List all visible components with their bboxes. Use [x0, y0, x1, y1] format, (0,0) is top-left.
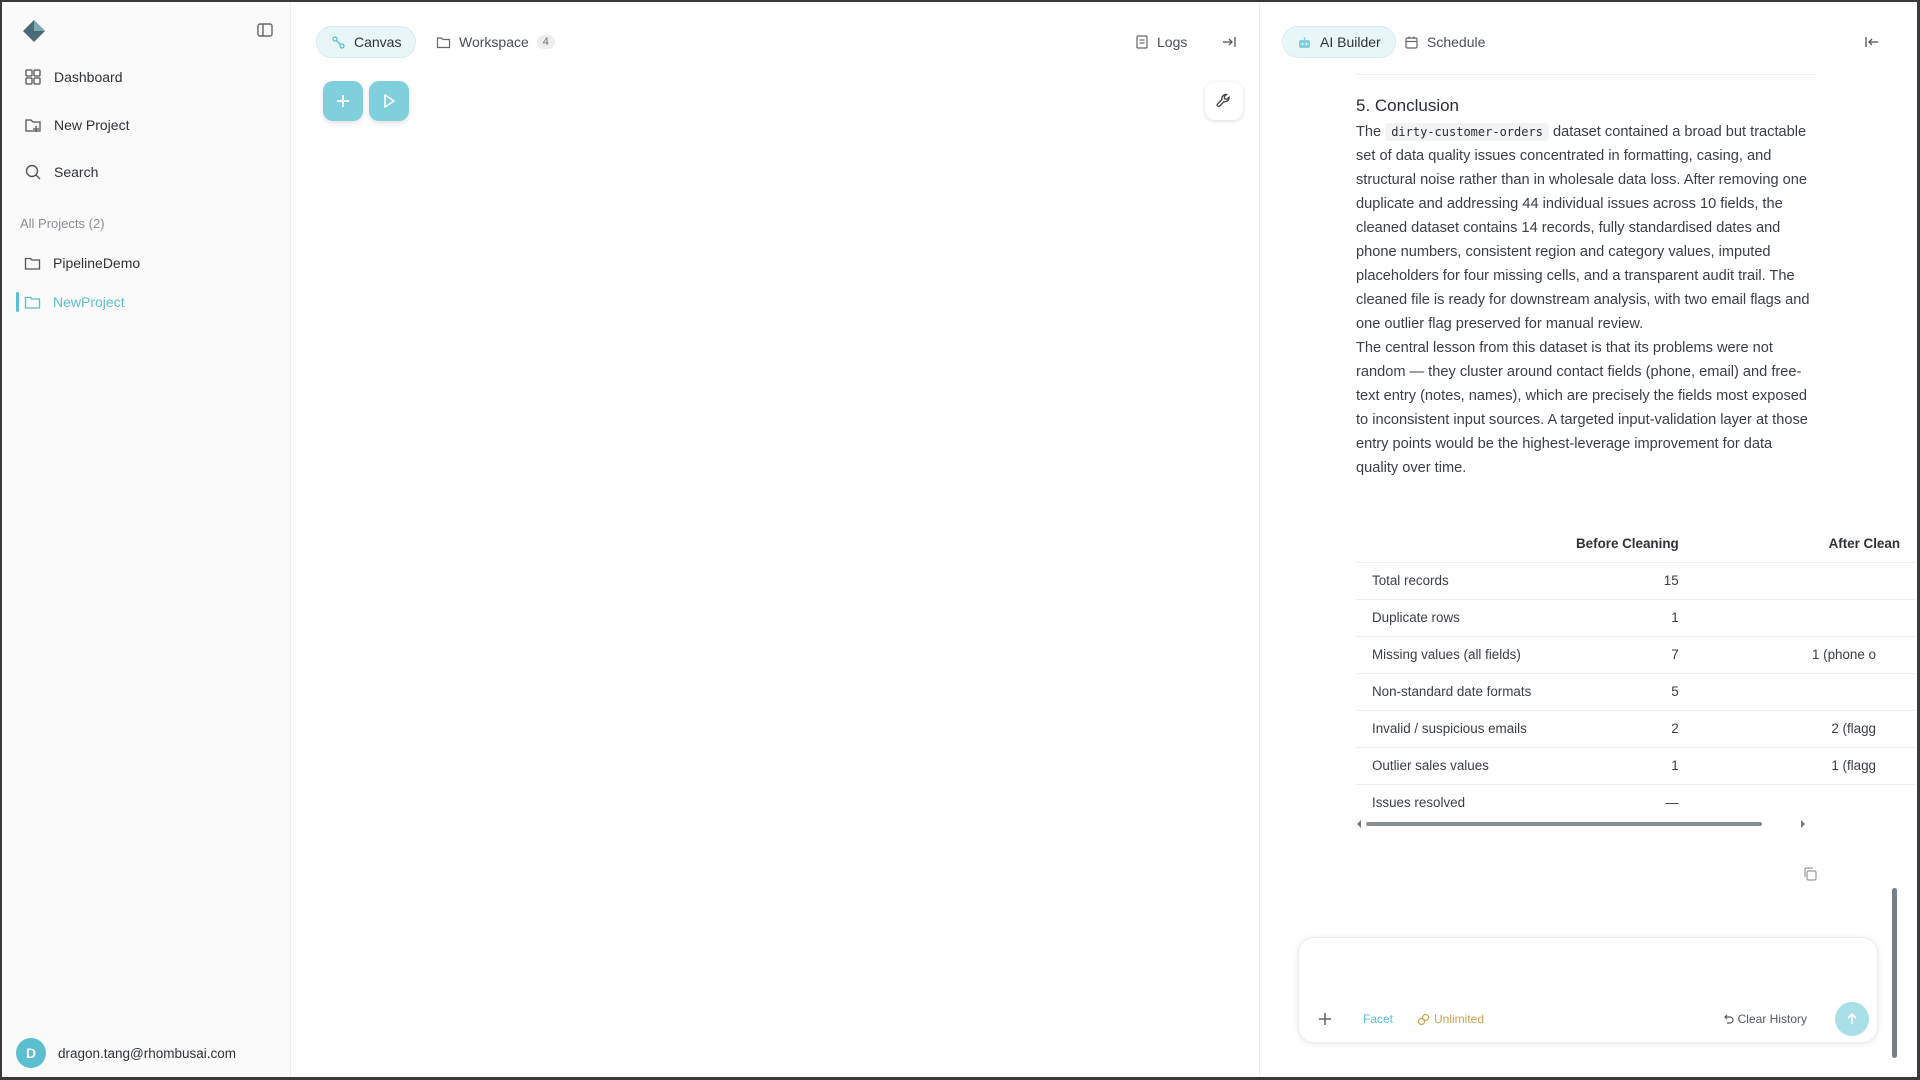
- ai-builder-panel: [1259, 2, 1917, 1077]
- paragraph-text: The: [1356, 124, 1386, 140]
- sidebar-item-new-project[interactable]: [24, 110, 129, 140]
- avatar: D: [16, 1038, 46, 1068]
- logs-label: Logs: [1157, 34, 1188, 50]
- run-pipeline-button[interactable]: [369, 81, 409, 121]
- folder-icon: [24, 255, 41, 272]
- logs-icon: [1134, 34, 1150, 50]
- facet-mode-button[interactable]: [1363, 1012, 1393, 1026]
- clear-history-button[interactable]: [1722, 1012, 1807, 1026]
- dataset-name-code: dirty-customer-orders: [1385, 123, 1549, 141]
- table-row: [1356, 710, 1916, 747]
- copy-icon[interactable]: [1802, 866, 1818, 882]
- folder-icon: [436, 35, 451, 50]
- table-cell: Missing values (all fields): [1356, 636, 1576, 673]
- sidebar-toggle-icon[interactable]: [256, 21, 274, 39]
- sidebar: [2, 2, 291, 1077]
- sidebar-item-label: Dashboard: [54, 69, 123, 85]
- new-project-icon: [24, 116, 42, 134]
- table-cell: 1: [1576, 599, 1695, 636]
- section-heading: 5. Conclusion: [1356, 96, 1460, 115]
- robot-icon: [1297, 35, 1312, 50]
- app-logo-icon[interactable]: [22, 19, 46, 43]
- link-icon: [1417, 1013, 1430, 1026]
- tab-ai-builder[interactable]: [1282, 26, 1396, 58]
- tab-schedule[interactable]: [1390, 26, 1499, 58]
- paragraph-text: dataset contained a broad but tractable set of data quality issues concentrated in formatting, casing, and structural noise rather than in wholesale data loss. After removing one duplicate and addressing 44 individual issues across 10 fields, the cleaned dataset contains 14 records, fully standardised dates and phone numbers, consistent region and category values, imputed placeholders for four missing cells, and a transparent audit trail. The cleaned file is ready for downstream analysis, with two email flags and one outlier flag preserved for manual review.: [1356, 124, 1810, 332]
- unlimited-mode-button[interactable]: [1417, 1012, 1484, 1026]
- project-label: NewProject: [53, 294, 125, 310]
- table-horizontal-scrollbar[interactable]: [1356, 820, 1806, 828]
- arrow-up-icon: [1845, 1012, 1859, 1026]
- table-header: [1356, 526, 1576, 562]
- table-cell: Invalid / suspicious emails: [1356, 710, 1576, 747]
- sidebar-item-newproject[interactable]: [16, 287, 278, 317]
- play-icon: [381, 93, 397, 109]
- tools-button[interactable]: [1205, 82, 1243, 120]
- plus-icon: [335, 93, 351, 109]
- table-cell: 2: [1576, 710, 1695, 747]
- calendar-icon: [1404, 35, 1419, 50]
- table-cell: Duplicate rows: [1356, 599, 1576, 636]
- table-cell: [1695, 673, 1916, 710]
- table-cell: Total records: [1356, 562, 1576, 599]
- table-cell: 7: [1576, 636, 1695, 673]
- table-cell: [1695, 562, 1916, 599]
- collapse-panel-button[interactable]: [1221, 26, 1244, 58]
- send-button[interactable]: [1835, 1002, 1869, 1036]
- tab-label: Workspace: [459, 34, 529, 50]
- conclusion-paragraph-1: [1356, 120, 1816, 336]
- message-content: [1356, 94, 1816, 480]
- table-row: [1356, 747, 1916, 784]
- chat-composer: [1298, 937, 1878, 1043]
- tab-label: Canvas: [354, 34, 402, 50]
- table-header-row: [1356, 526, 1916, 562]
- scrollbar-thumb[interactable]: [1366, 822, 1762, 826]
- sidebar-item-dashboard[interactable]: [24, 62, 123, 92]
- divider: [1356, 74, 1817, 75]
- folder-icon: [24, 294, 41, 311]
- project-label: PipelineDemo: [53, 255, 141, 271]
- table-cell: 1 (phone o: [1695, 636, 1916, 673]
- app-window: [2, 2, 1917, 1077]
- table-cell: 15: [1576, 562, 1695, 599]
- table-row: [1356, 784, 1916, 821]
- chevron-right-icon: [1800, 820, 1806, 828]
- sidebar-item-search[interactable]: [24, 157, 98, 187]
- search-icon: [24, 163, 42, 181]
- table-cell: Issues resolved: [1356, 784, 1576, 821]
- table-row: [1356, 562, 1916, 599]
- table-row: [1356, 599, 1916, 636]
- undo-icon: [1722, 1013, 1734, 1025]
- chat-toolbar: [1299, 1006, 1877, 1032]
- conclusion-paragraph-2: The central lesson from this dataset is that its problems were not random — they cluster around contact fields (phone, email) and free-text entry (notes, names), which are precisely the fields most exposed to inconsistent input sources. A targeted input-validation layer at those entry points would be the highest-leverage improvement for data quality over time.: [1356, 340, 1808, 476]
- tab-workspace[interactable]: [422, 26, 569, 58]
- collapse-right-panel-button[interactable]: [1864, 26, 1887, 58]
- add-node-button[interactable]: [323, 81, 363, 121]
- table-cell: 1: [1576, 747, 1695, 784]
- table-cell: —: [1576, 784, 1695, 821]
- table-cell: Non-standard date formats: [1356, 673, 1576, 710]
- tab-canvas[interactable]: [316, 26, 416, 58]
- canvas-icon: [331, 35, 346, 50]
- sidebar-item-label: New Project: [54, 117, 130, 133]
- table-header: Before Cleaning: [1576, 536, 1679, 552]
- user-account[interactable]: [16, 1038, 236, 1068]
- arrow-right-to-line-icon: [1221, 34, 1237, 50]
- sidebar-item-label: Search: [54, 164, 99, 180]
- summary-table-container[interactable]: [1356, 526, 1900, 826]
- arrow-left-to-line-icon: [1864, 34, 1880, 50]
- table-cell: 2 (flagg: [1695, 710, 1916, 747]
- unlimited-label: Unlimited: [1434, 1012, 1485, 1026]
- wrench-icon: [1215, 92, 1233, 110]
- summary-table: [1356, 526, 1916, 821]
- canvas-area[interactable]: [292, 2, 1259, 1077]
- user-email: dragon.tang@rhombusai.com: [58, 1045, 237, 1061]
- sidebar-item-pipelinedemo[interactable]: [16, 248, 278, 278]
- projects-section-label: All Projects (2): [20, 216, 105, 231]
- table-cell: 5: [1576, 673, 1695, 710]
- table-row: [1356, 636, 1916, 673]
- chevron-left-icon: [1356, 820, 1362, 828]
- table-row: [1356, 673, 1916, 710]
- clear-history-label: Clear History: [1737, 1012, 1807, 1026]
- table-cell: [1695, 784, 1916, 821]
- tab-label: AI Builder: [1320, 34, 1381, 50]
- table-cell: Outlier sales values: [1356, 747, 1576, 784]
- logs-button[interactable]: [1134, 26, 1187, 58]
- workspace-count-badge: 4: [537, 35, 555, 49]
- table-cell: [1695, 599, 1916, 636]
- attach-plus-icon[interactable]: [1315, 1009, 1335, 1029]
- table-cell: 1 (flagg: [1695, 747, 1916, 784]
- table-header: After Clean: [1828, 536, 1900, 552]
- dashboard-icon: [24, 68, 42, 86]
- facet-label: Facet: [1363, 1012, 1394, 1026]
- panel-vertical-scrollbar[interactable]: [1892, 888, 1897, 1058]
- tab-label: Schedule: [1427, 34, 1486, 50]
- chat-input[interactable]: [1315, 948, 1863, 988]
